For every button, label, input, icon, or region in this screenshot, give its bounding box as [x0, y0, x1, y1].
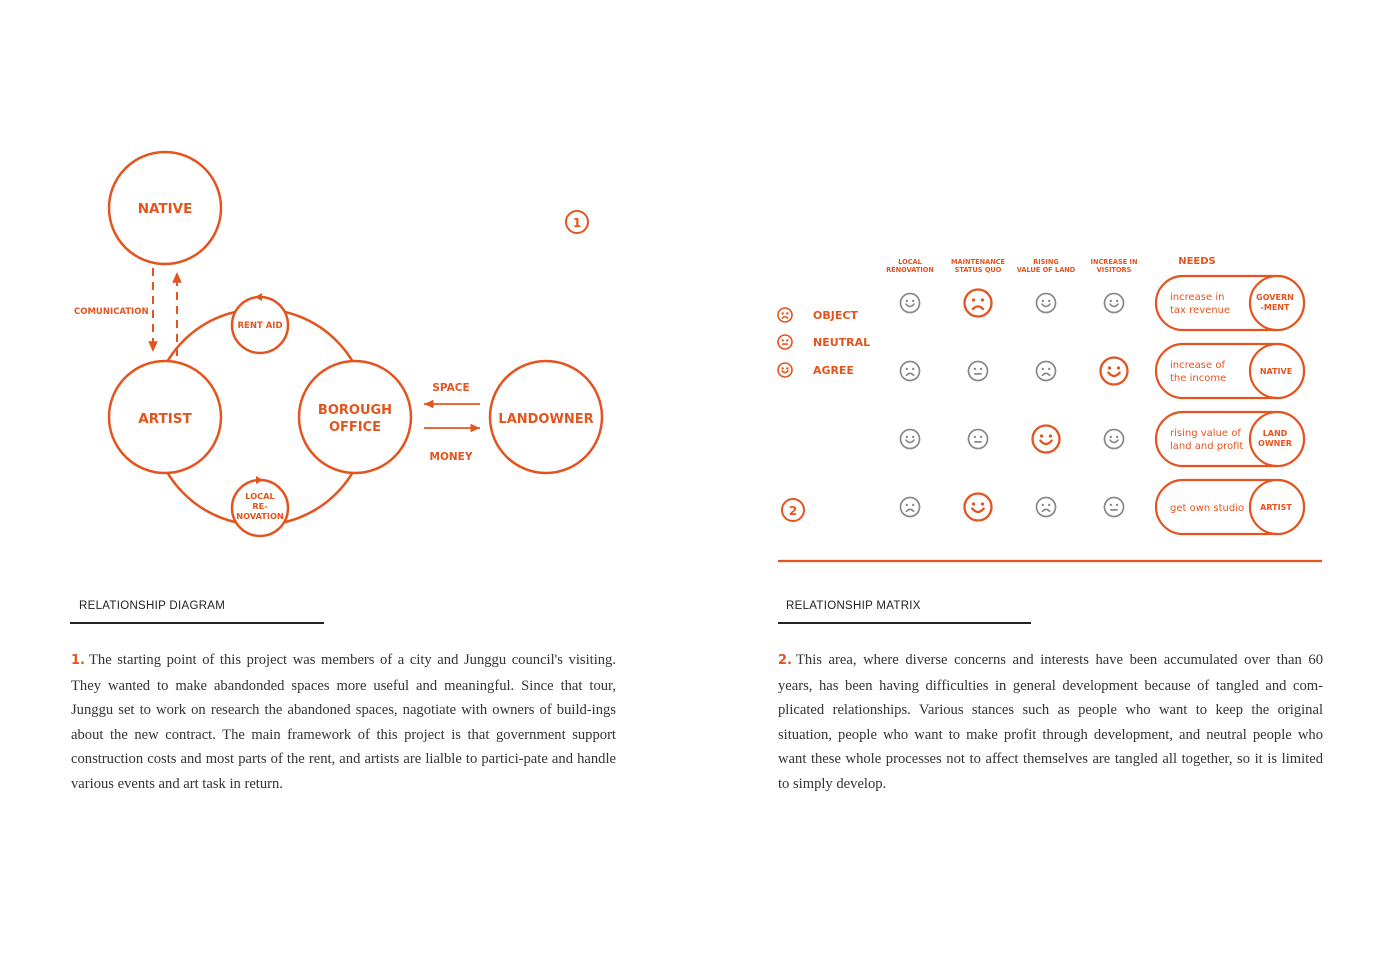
need-text-2-line2: the income [1170, 373, 1227, 384]
need-text-4-line1: get own studio [1170, 503, 1245, 514]
cell-r1-c2-sad-face-icon [965, 290, 992, 317]
cell-r3-c3-happy-face-icon [1033, 426, 1060, 453]
cell-r4-c3-sad-face-icon [1037, 498, 1056, 517]
legend-label-2: NEUTRAL [813, 336, 871, 349]
need-text-1-line2: tax revenue [1170, 305, 1231, 316]
party-label-1-line2: -MENT [1260, 303, 1290, 312]
legend-label-3: AGREE [813, 364, 855, 377]
column-header-2-line1: MAINTENANCE [950, 258, 1006, 266]
local-renovation-label-2: RE- [252, 501, 268, 511]
legend-sad-face-icon [778, 308, 792, 322]
matrix-caption-rule [778, 622, 1031, 624]
legend-label-1: OBJECT [813, 309, 858, 322]
need-text-1-line1: increase in [1170, 292, 1225, 303]
cell-r1-c1-happy-face-icon [901, 294, 920, 313]
diagram-description-text: The starting point of this project was members of a city and Junggu council's visiting. They wanted to make abandonded spaces more useful and meaningful. Since that tour, Junggu set to work on research the abandoned spaces, nagotiate with owners of build-ings about the new contract. The main framework of this project is that government support construction costs and most parts of the rent, and artists are lialble to partici-pate and handle various events and art task in return. [71, 652, 616, 792]
cell-r3-c4-happy-face-icon [1105, 430, 1124, 449]
matrix-caption: RELATIONSHIP MATRIX [786, 600, 921, 612]
cell-r2-c1-sad-face-icon [901, 362, 920, 381]
column-header-1-line2: RENOVATION [886, 266, 934, 274]
needs-header: NEEDS [1178, 256, 1216, 267]
money-label: MONEY [429, 451, 473, 463]
cell-r4-c2-happy-face-icon [965, 494, 992, 521]
local-renovation-label-1: LOCAL [245, 491, 275, 501]
cell-r3-c2-neutral-face-icon [969, 430, 988, 449]
legend-happy-face-icon [778, 363, 792, 377]
borough-office-label-1: BOROUGH [317, 403, 393, 418]
borough-office-label-2: OFFICE [328, 420, 382, 435]
cell-r4-c4-neutral-face-icon [1105, 498, 1124, 517]
cell-r2-c2-neutral-face-icon [969, 362, 988, 381]
cell-r1-c3-happy-face-icon [1037, 294, 1056, 313]
matrix-number-badge-text: 2 [788, 504, 798, 518]
cell-r1-c4-happy-face-icon [1105, 294, 1124, 313]
matrix-description [778, 648, 1323, 797]
space-label: SPACE [432, 382, 470, 394]
diagram-caption: RELATIONSHIP DIAGRAM [79, 600, 226, 612]
party-label-1-line1: GOVERN [1256, 293, 1294, 302]
matrix-description-text: This area, where diverse concerns and interests have been accumulated over than 60 years, has been having difficulties in general development because of tangled and com-plicated relationships. Various stances such as people who want to keep the original situation, people who want to make profit through development, and neutral people who want these whole processes not to affect themselves are tangled all together, so it is limited to simply develop. [778, 652, 1323, 792]
need-text-3-line2: land and profit [1170, 441, 1244, 452]
cell-r2-c4-happy-face-icon [1101, 358, 1128, 385]
legend-neutral-face-icon [778, 335, 792, 349]
rent-aid-label: RENT AID [237, 321, 283, 331]
local-renovation-label-3: NOVATION [236, 511, 284, 521]
cell-r3-c1-happy-face-icon [901, 430, 920, 449]
need-text-2-line1: increase of [1170, 360, 1225, 371]
party-label-2-line1: NATIVE [1259, 367, 1293, 376]
relationship-matrix [778, 256, 1304, 534]
matrix-description-number: 2. [778, 653, 792, 668]
party-label-4-line1: ARTIST [1260, 503, 1292, 512]
party-label-3-line1: LAND [1262, 429, 1288, 438]
column-header-4-line1: INCREASE IN [1090, 258, 1138, 266]
diagram-description-number: 1. [71, 653, 85, 668]
relationship-diagram [74, 152, 602, 536]
native-label: NATIVE [137, 201, 193, 217]
need-text-3-line1: rising value of [1170, 428, 1241, 439]
diagram-number-badge-text: 1 [572, 216, 582, 230]
column-header-1-line1: LOCAL [898, 258, 922, 266]
diagram-caption-rule [70, 622, 324, 624]
party-label-3-line2: OWNER [1258, 439, 1292, 448]
column-header-3-line2: VALUE OF LAND [1016, 266, 1076, 274]
column-header-2-line2: STATUS QUO [954, 266, 1002, 274]
cell-r2-c3-sad-face-icon [1037, 362, 1056, 381]
diagram-description [71, 648, 616, 797]
landowner-label: LANDOWNER [498, 412, 594, 427]
cell-r4-c1-sad-face-icon [901, 498, 920, 517]
column-header-4-line2: VISITORS [1096, 266, 1132, 274]
column-header-3-line1: RISING [1033, 258, 1059, 266]
artist-label: ARTIST [138, 411, 192, 427]
communication-label: COMUNICATION [74, 307, 149, 317]
